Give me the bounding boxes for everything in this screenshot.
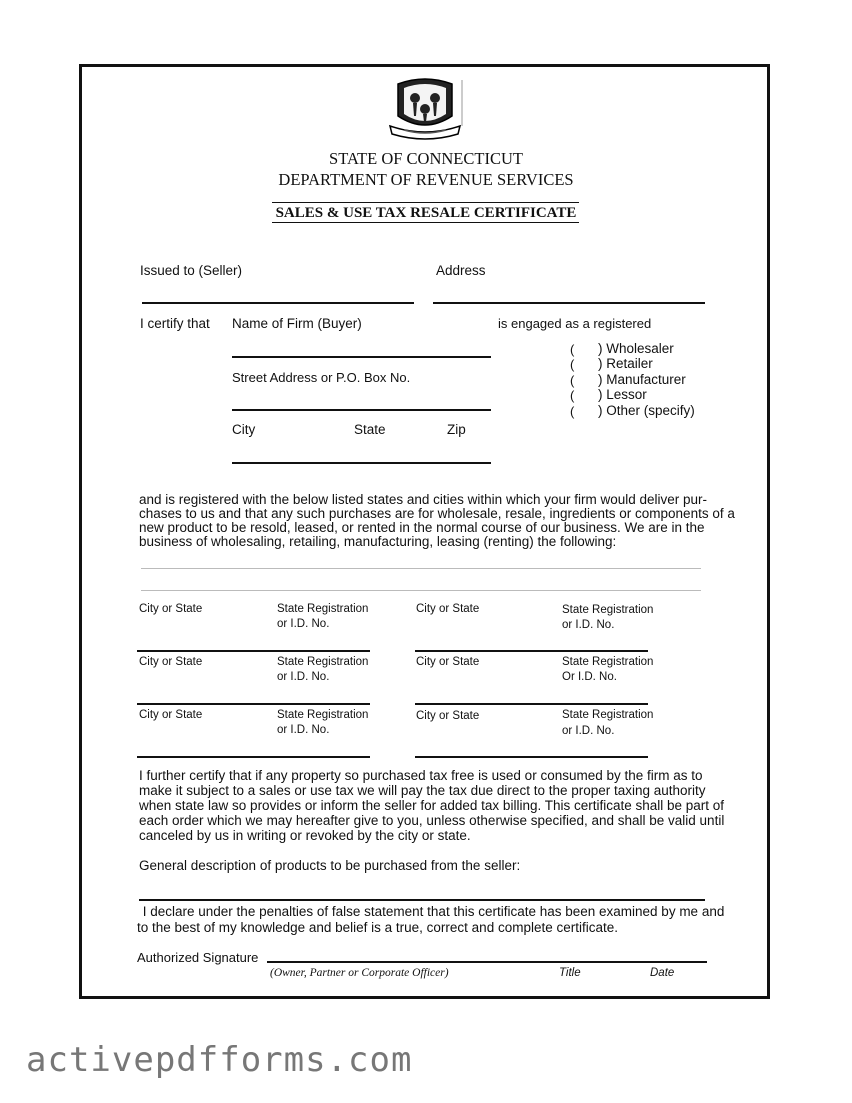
- registration-line: and is registered with the below listed states and cities within which your firm would deliver pur-: [139, 492, 708, 507]
- certify-line: each order which we may hereafter give to you, unless otherwise specified, and shall be valid until: [139, 813, 725, 828]
- connecticut-state-seal-icon: [386, 76, 464, 142]
- city-or-state-label: City or State: [139, 656, 203, 668]
- watermark-text: activepdfforms.com: [26, 1040, 413, 1080]
- manufacturer-checkbox[interactable]: (: [570, 373, 575, 388]
- state-name: STATE OF CONNECTICUT: [329, 149, 523, 168]
- authorized-signature-label: Authorized Signature: [137, 950, 259, 965]
- other-label: ) Other (specify): [598, 403, 695, 418]
- retailer-checkbox[interactable]: (: [570, 357, 575, 372]
- registration-field-right[interactable]: [415, 756, 648, 758]
- certify-line: I further certify that if any property so purchased tax free is used or consumed by the firm as to: [139, 768, 703, 783]
- certify-label: I certify that: [140, 316, 210, 331]
- certify-line: canceled by us in writing or revoked by the city or state.: [139, 828, 471, 843]
- owner-caption: (Owner, Partner or Corporate Officer): [270, 967, 449, 979]
- wholesaler-checkbox[interactable]: (: [570, 342, 575, 357]
- wholesaler-label: ) Wholesaler: [598, 341, 674, 356]
- department-name: DEPARTMENT OF REVENUE SERVICES: [278, 170, 574, 189]
- id-number-label: or I.D. No.: [277, 671, 330, 683]
- issued-to-label: Issued to (Seller): [140, 263, 243, 278]
- manufacturer-label: ) Manufacturer: [598, 372, 686, 387]
- registration-field-left[interactable]: [137, 703, 370, 705]
- retailer-label: ) Retailer: [598, 356, 653, 371]
- city-or-state-label: City or State: [416, 656, 480, 668]
- registration-line: chases to us and that any such purchases are for wholesale, resale, ingredients or components of a: [139, 506, 735, 521]
- street-address-field[interactable]: [232, 409, 491, 411]
- city-or-state-label: City or State: [139, 709, 203, 721]
- state-registration-label: State Registration: [562, 709, 654, 721]
- product-description-label: General description of products to be purchased from the seller:: [139, 858, 521, 873]
- firm-name-label: Name of Firm (Buyer): [232, 316, 362, 331]
- other-checkbox[interactable]: (: [570, 404, 575, 419]
- date-caption: Date: [650, 967, 675, 979]
- lessor-label: ) Lessor: [598, 387, 647, 402]
- state-registration-label: State Registration: [277, 603, 369, 615]
- state-registration-label: State Registration: [562, 656, 654, 668]
- state-registration-label: State Registration: [562, 604, 654, 616]
- street-address-label: Street Address or P.O. Box No.: [232, 370, 411, 385]
- firm-name-field[interactable]: [232, 356, 491, 358]
- seller-address-field[interactable]: [433, 302, 705, 304]
- address-label: Address: [436, 263, 486, 278]
- business-description-field[interactable]: [141, 590, 701, 591]
- city-or-state-label: City or State: [416, 710, 480, 722]
- id-number-label: or I.D. No.: [562, 619, 615, 631]
- registration-field-left[interactable]: [137, 756, 370, 758]
- registration-line: business of wholesaling, retailing, manufacturing, leasing (renting) the following:: [139, 534, 617, 549]
- certify-line: when state law so provides or inform the seller for added tax billing. This certificate shall be part of: [139, 798, 725, 813]
- zip-label: Zip: [447, 422, 466, 437]
- seller-name-field[interactable]: [142, 302, 414, 304]
- id-number-label: or I.D. No.: [277, 618, 330, 630]
- id-number-label: or I.D. No.: [562, 725, 615, 737]
- city-or-state-label: City or State: [416, 603, 480, 615]
- registration-field-right[interactable]: [415, 703, 648, 705]
- state-label: State: [354, 422, 386, 437]
- form-title: SALES & USE TAX RESALE CERTIFICATE: [275, 205, 577, 221]
- state-registration-label: State Registration: [277, 709, 369, 721]
- state-registration-label: State Registration: [277, 656, 369, 668]
- id-number-label: or I.D. No.: [277, 724, 330, 736]
- id-number-label: Or I.D. No.: [562, 671, 617, 683]
- lessor-checkbox[interactable]: (: [570, 388, 575, 403]
- signature-field[interactable]: [267, 961, 707, 963]
- city-state-zip-field[interactable]: [232, 462, 491, 464]
- declaration-line: to the best of my knowledge and belief is a true, correct and complete certificate.: [137, 920, 619, 935]
- title-bottom-rule: [272, 222, 579, 223]
- registration-field-left[interactable]: [137, 650, 370, 652]
- city-label: City: [232, 422, 256, 437]
- product-description-field[interactable]: [139, 899, 705, 901]
- declaration-line: I declare under the penalties of false statement that this certificate has been examined by me and: [139, 904, 725, 919]
- title-caption: Title: [559, 967, 581, 979]
- certify-line: make it subject to a sales or use tax we will pay the tax due direct to the proper taxing authority: [139, 783, 706, 798]
- engaged-label: is engaged as a registered: [498, 316, 652, 331]
- registration-field-right[interactable]: [415, 650, 648, 652]
- city-or-state-label: City or State: [139, 603, 203, 615]
- title-top-rule: [272, 202, 579, 203]
- business-description-field[interactable]: [141, 568, 701, 569]
- registration-line: new product to be resold, leased, or rented in the normal course of our business. We are in the: [139, 520, 705, 535]
